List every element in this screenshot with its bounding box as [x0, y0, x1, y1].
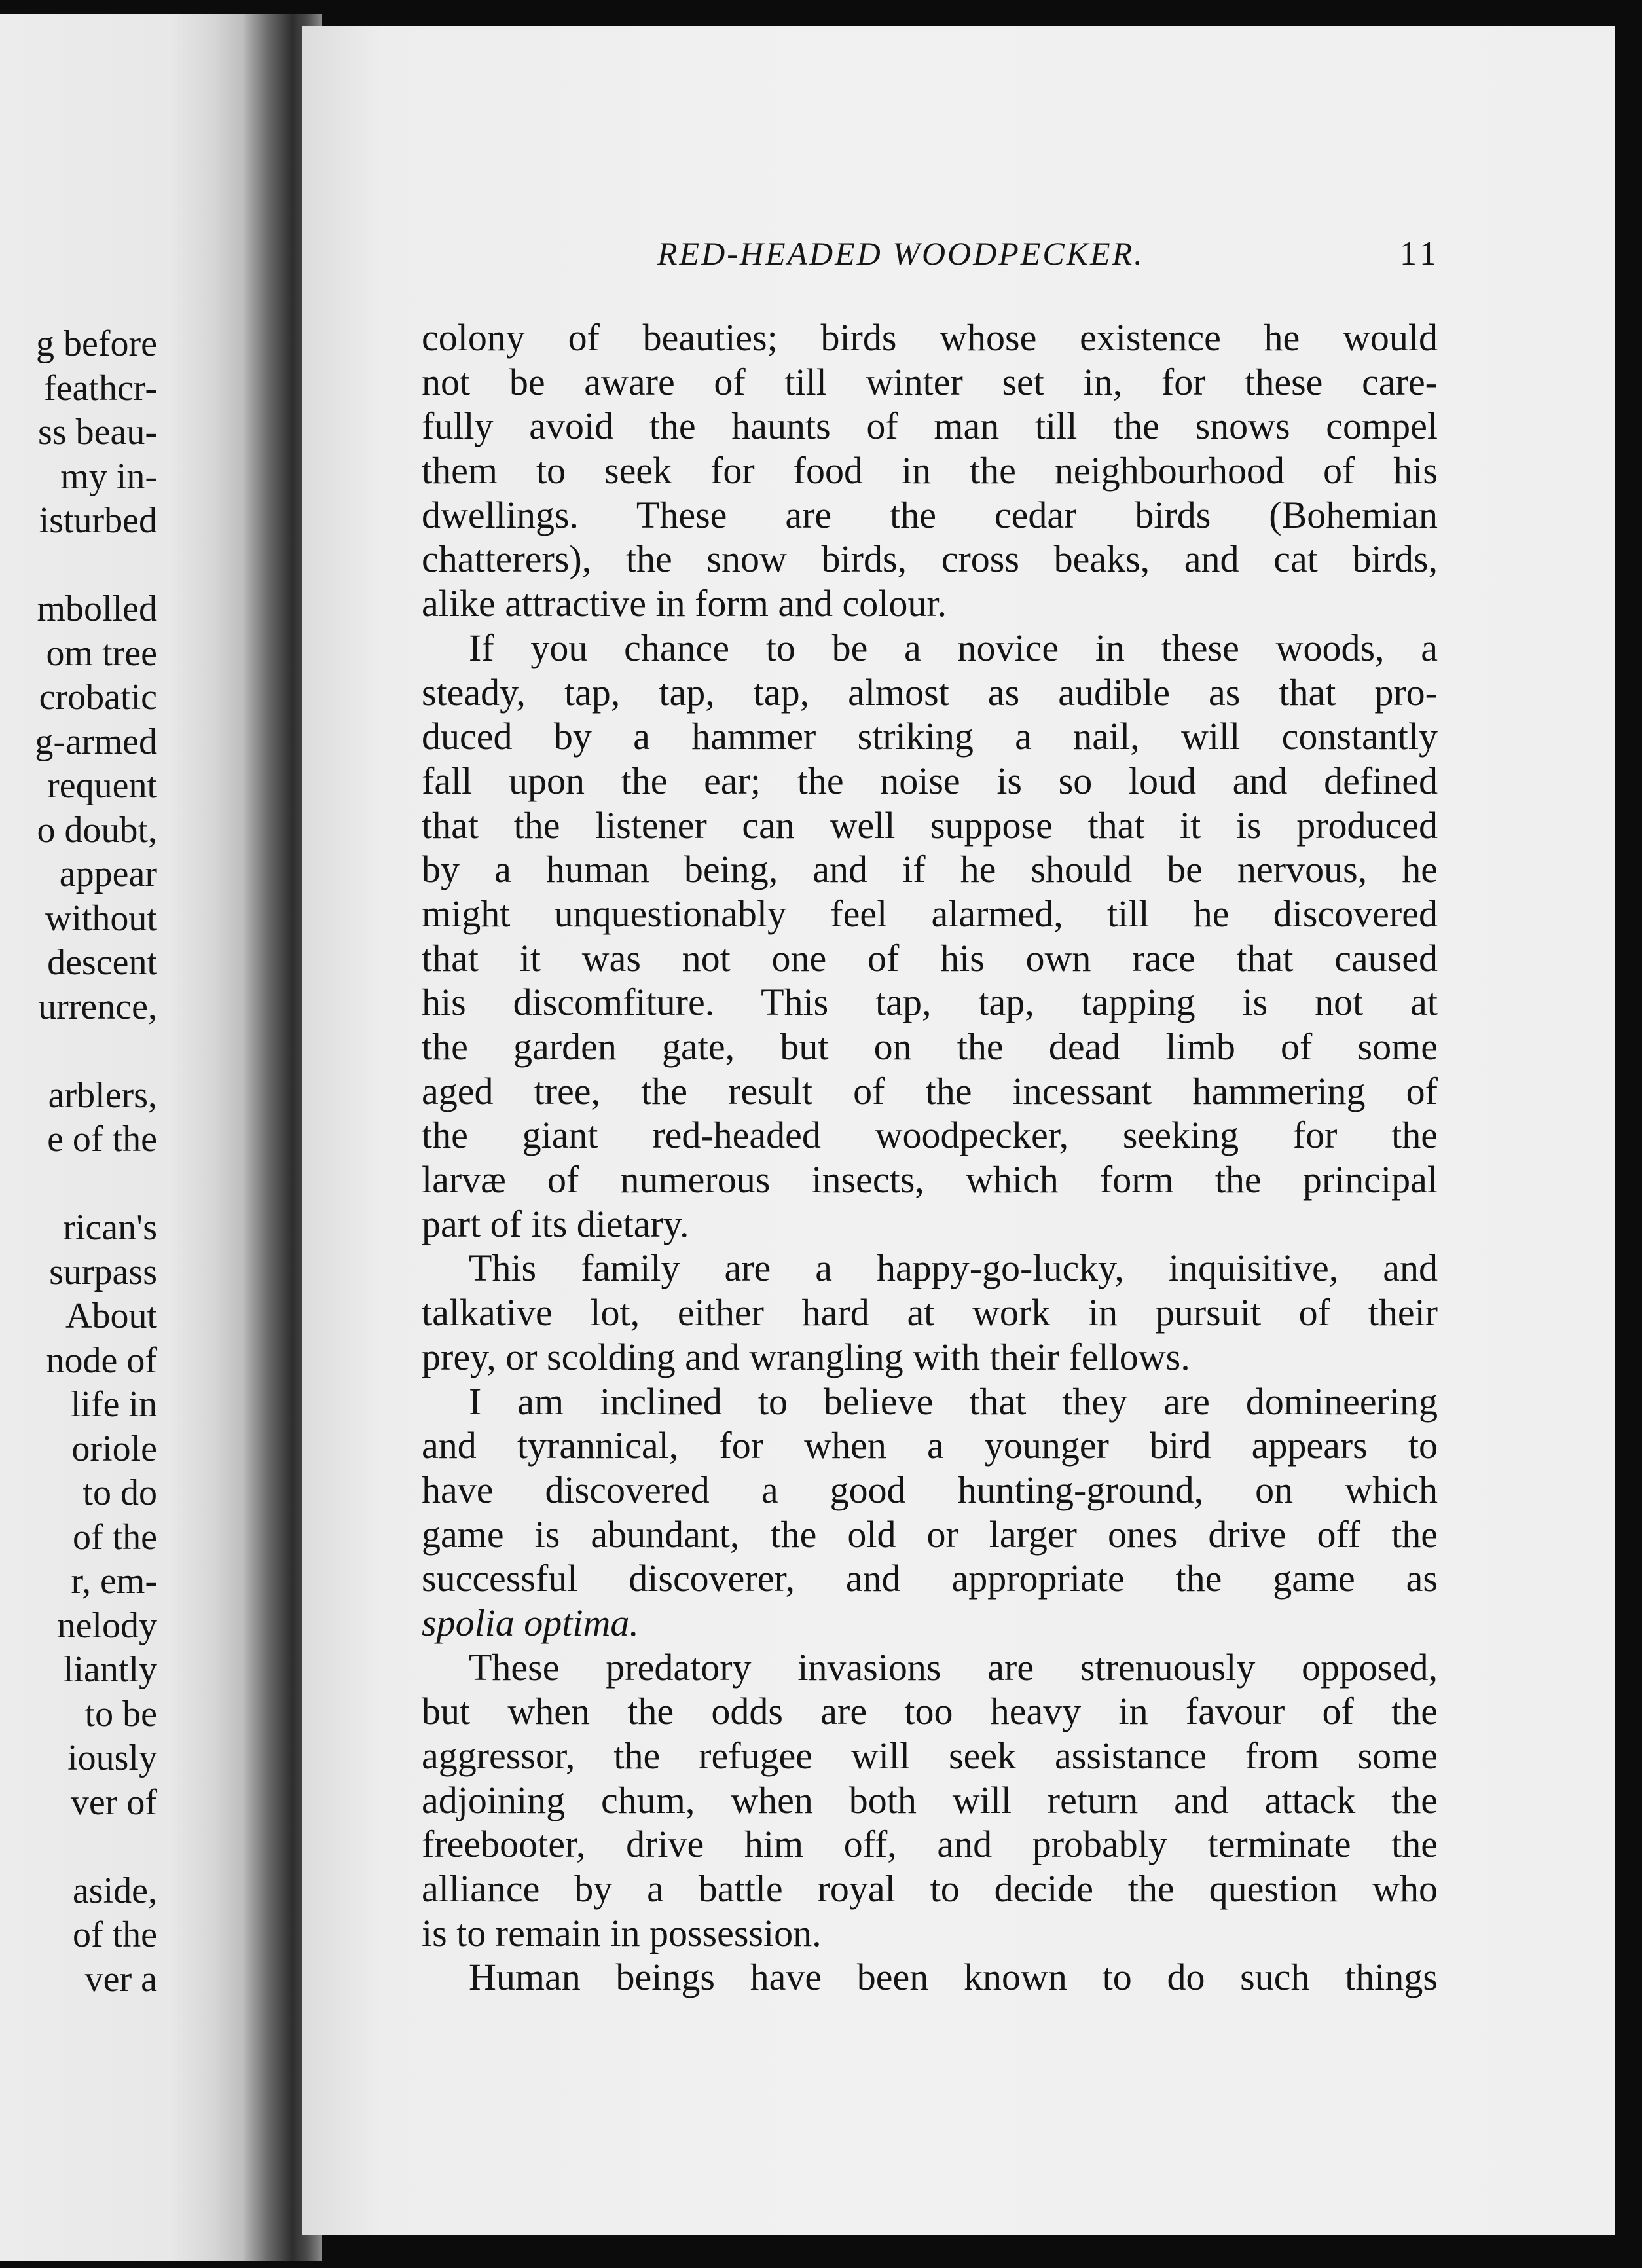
text-line: alliance by a battle royal to decide the question who	[422, 1867, 1438, 1911]
left-line: isturbed	[39, 500, 157, 541]
text-line: prey, or scolding and wrangling with their fellows.	[422, 1335, 1190, 1378]
left-line: of the	[72, 1914, 157, 1955]
text-line: colony of beauties; birds whose existence he would	[422, 316, 1438, 359]
text-line: successful discoverer, and appropriate the game as	[422, 1557, 1438, 1600]
body-text	[422, 316, 1438, 2000]
text-line: Human beings have been known to do such things	[469, 1956, 1438, 1999]
left-line: without	[45, 898, 157, 939]
text-line: adjoining chum, when both will return and attack the	[422, 1778, 1438, 1821]
text-line: that it was not one of his own race that caused	[422, 936, 1438, 979]
left-line: oriole	[71, 1428, 157, 1469]
left-line: liantly	[63, 1649, 157, 1690]
text-line: them to seek for food in the neighbourhood of his	[422, 449, 1438, 492]
left-line: r, em-	[71, 1561, 157, 1601]
left-line: surpass	[49, 1251, 157, 1292]
left-line: ver of	[70, 1782, 157, 1823]
text-line: game is abundant, the old or larger ones drive off the	[422, 1512, 1438, 1556]
text-line: is to remain in possession.	[422, 1911, 822, 1954]
left-line: requent	[47, 765, 157, 806]
left-line: of the	[72, 1516, 157, 1558]
text-line: the giant red-headed woodpecker, seeking for the	[422, 1114, 1438, 1157]
text-line: chatterers), the snow birds, cross beaks, and cat birds,	[422, 538, 1438, 581]
text-line: dwellings. These are the cedar birds (Bohemian	[422, 493, 1438, 536]
left-line: appear	[59, 854, 157, 894]
text-line: talkative lot, either hard at work in pursuit of their	[422, 1291, 1438, 1334]
text-line: and tyrannical, for when a younger bird appears to	[422, 1424, 1438, 1467]
text-line: part of its dietary.	[422, 1202, 689, 1245]
left-line: descent	[47, 942, 157, 983]
text-line	[422, 1601, 1438, 1645]
text-line: These predatory invasions are strenuously opposed,	[469, 1645, 1438, 1689]
left-line	[0, 1029, 157, 1074]
left-line: iously	[67, 1738, 157, 1778]
text-line: that the listener can well suppose that it is produced	[422, 803, 1438, 847]
page-number: 11	[1400, 235, 1441, 272]
text-line: This family are a happy-go-lucky, inquisitive, and	[469, 1247, 1438, 1290]
italic-phrase: spolia optima.	[422, 1601, 639, 1644]
left-line: crobatic	[39, 677, 157, 718]
left-line: ss beau-	[38, 412, 157, 452]
left-line: aside,	[72, 1870, 157, 1911]
left-line: urrence,	[38, 986, 157, 1027]
text-line: freebooter, drive him off, and probably terminate the	[422, 1823, 1438, 1866]
left-line: o doubt,	[37, 809, 157, 850]
left-line: to be	[84, 1693, 157, 1734]
text-line: his discomfiture. This tap, tap, tapping is not at	[422, 981, 1438, 1024]
text-line: not be aware of till winter set in, for these care-	[422, 360, 1438, 403]
text-line: by a human being, and if he should be nervous, he	[422, 848, 1438, 891]
text-line: If you chance to be a novice in these woods, a	[469, 626, 1438, 669]
left-line: my in-	[60, 456, 157, 497]
text-line: the garden gate, but on the dead limb of some	[422, 1025, 1438, 1068]
left-line: nelody	[57, 1605, 157, 1646]
left-line: arblers,	[48, 1074, 157, 1116]
left-line	[0, 1162, 157, 1207]
text-line: might unquestionably feel alarmed, till he discovered	[422, 892, 1438, 935]
text-line: fully avoid the haunts of man till the snows compel	[422, 405, 1438, 448]
left-line: ver a	[84, 1958, 157, 2000]
left-line	[0, 1825, 157, 1869]
left-line: to do	[82, 1472, 157, 1513]
text-line: alike attractive in form and colour.	[422, 582, 947, 625]
text-line: fall upon the ear; the noise is so loud and defined	[422, 759, 1438, 802]
text-line: but when the odds are too heavy in favour of the	[422, 1690, 1438, 1733]
left-line: rican's	[63, 1207, 157, 1248]
left-line: om tree	[46, 632, 157, 674]
text-line: aggressor, the refugee will seek assistance from some	[422, 1734, 1438, 1777]
text-line: have discovered a good hunting-ground, on which	[422, 1468, 1438, 1511]
left-line: g-armed	[35, 721, 157, 762]
text-line: duced by a hammer striking a nail, will constantly	[422, 715, 1438, 758]
text-line: steady, tap, tap, tap, almost as audible as that pro-	[422, 670, 1438, 714]
left-line	[0, 543, 157, 588]
left-line: mbolled	[37, 589, 157, 629]
left-line: node of	[46, 1340, 157, 1381]
left-page-fragment	[0, 14, 244, 2261]
text-line: I am inclined to believe that they are domineering	[469, 1380, 1438, 1423]
left-line: life in	[70, 1384, 157, 1425]
left-line: e of the	[47, 1119, 157, 1160]
left-line: feathcr-	[44, 367, 157, 409]
text-line: larvæ of numerous insects, which form the principal	[422, 1158, 1438, 1201]
text-line: aged tree, the result of the incessant hammering of	[422, 1069, 1438, 1112]
left-line: g before	[35, 323, 157, 364]
running-head: RED-HEADED WOODPECKER.	[657, 235, 1144, 272]
left-line: About	[65, 1296, 157, 1336]
left-page-text	[0, 322, 157, 2002]
